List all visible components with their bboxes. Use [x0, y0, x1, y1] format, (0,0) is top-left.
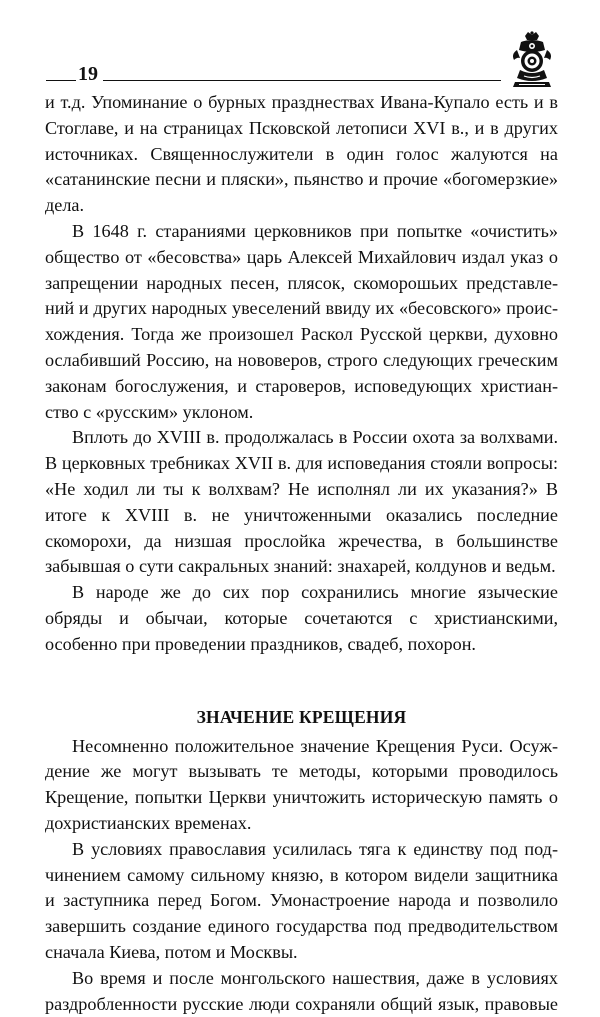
page-number: 19 — [78, 63, 98, 85]
ornament-emblem-icon — [507, 30, 557, 90]
page-header — [45, 30, 555, 88]
page-body — [45, 90, 558, 1017]
body-paragraph: Вплоть до XVIII в. продолжалась в России охота за волхвами. В церковных требниках XVII в. для исповедания стояли вопросы: «Не ходил ли ты к волхвам? Не исполнял ли их указания?» В итоге к XVIII в. не уничтоженными оказались последние скоморохи, да низшая прослойка жречества, в большинстве забывшая о сути сакральных знаний: знахарей, колдунов и ведьм. — [45, 427, 558, 577]
header-rule-right — [103, 80, 501, 81]
section-heading: ЗНАЧЕНИЕ КРЕЩЕНИЯ — [196, 706, 407, 727]
body-paragraph: В условиях православия усилилась тяга к единству под подчинением самому сильному князю, в котором видели защитника и заступника перед Богом. Умонастроение народа и позволило завершить создание единого государства под предводительством сначала Киева, потом и Москвы. — [45, 838, 558, 962]
body-paragraph: и т.д. Упоминание о бурных празднествах Ивана-Купало есть и в Стоглаве, и на страницах Псковской летописи XVI в., и в других источниках. Священнослужители в один голос жалуются на «сатанинские песни и пляски», пьянство и прочие «богомерзкие» дела. — [45, 92, 558, 216]
body-paragraph: Во время и после монгольского нашествия, даже в условиях раздробленности русские люди сохраняли общий язык, правовые — [45, 967, 558, 1014]
body-paragraph: В 1648 г. стараниями церковников при попытке «очистить» общество от «бесовства» царь Алексей Михайлович издал указ о запрещении народных песен, плясок, скоморошьих представлений и других народных увеселений ввиду их «бесовского» происхождения. Тогда же произошел Раскол Русской церкви, духовно ослабивший Россию, на нововеров, строго следующих греческим законам богослужения, и староверов, исповедующих христианство с «русским» уклоном. — [45, 220, 558, 422]
body-paragraph: В народе же до сих пор сохранились многие языческие обряды и обычаи, которые сочетаются с христианскими, особенно при проведении праздников, свадеб, похорон. — [45, 582, 558, 654]
header-rule-left — [46, 80, 76, 81]
body-paragraph: Несомненно положительное значение Крещения Руси. Осуждение же могут вызывать те методы, которыми проводилось Крещение, попытки Церкви уничтожить историческую память о дохристианских временах. — [45, 735, 558, 833]
